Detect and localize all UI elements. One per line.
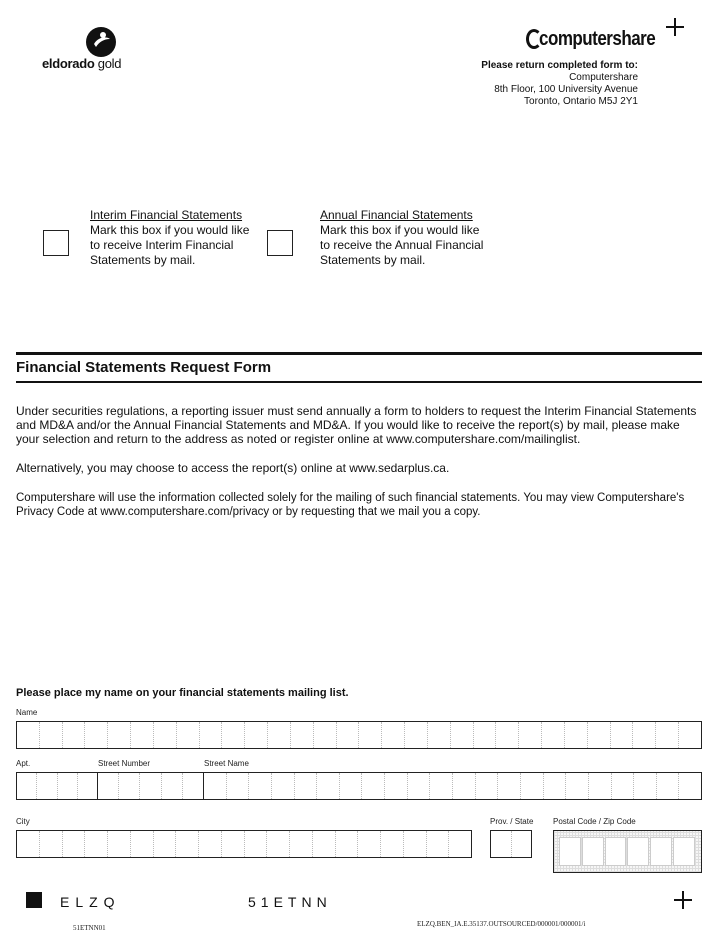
return-line: Toronto, Ontario M5J 2Y1 [524,96,638,107]
street-name-field[interactable] [203,772,702,800]
prov-label: Prov. / State [490,817,534,826]
eldorado-logo-icon [86,27,116,57]
return-line: Computershare [569,72,638,83]
intro-paragraph: Under securities regulations, a reporting issuer must send annually a form to holders to request the Interim Financial Statements and MD&A and/or the Annual Financial Statements and MD&A. If you would like to receive the report(s) by mail, please make your selection and return to the address as noted or register online at www.computershare.com/mailinglist. [16,404,697,446]
alternative-paragraph: Alternatively, you may choose to access the report(s) online at www.sedarplus.ca. [16,461,450,475]
name-field[interactable] [16,721,702,749]
form-title: Financial Statements Request Form [16,359,272,376]
computershare-logo: computershare [526,28,676,51]
return-line: 8th Floor, 100 University Avenue [494,84,638,95]
form-code-small: 51ETNN01 [73,924,106,932]
city-label: City [16,817,30,826]
registration-mark-icon [666,18,684,36]
name-label: Name [16,708,38,717]
apt-field[interactable] [16,772,98,800]
street-number-label: Street Number [98,759,151,768]
interim-statements-title: Interim Financial Statements [90,208,243,222]
return-address [481,60,638,108]
eldorado-logo-text: eldorado gold [42,56,122,71]
title-rule-top [16,352,702,355]
annual-statements-checkbox[interactable] [267,230,293,256]
job-reference: ELZQ.BEN_IA.E.35137.OUTSOURCED/000001/000001/i [417,920,586,928]
scan-marker [26,892,42,908]
city-field[interactable] [16,830,472,858]
annual-statements-title: Annual Financial Statements [320,208,473,222]
interim-statements-desc: Mark this box if you would like to receive Interim Financial Statements by mail. [90,223,250,267]
return-heading: Please return completed form to: [481,60,638,71]
street-number-field[interactable] [97,772,204,800]
mailing-instruction: Please place my name on your financial statements mailing list. [16,687,349,699]
street-name-label: Street Name [204,759,249,768]
postal-code-field[interactable] [553,830,702,873]
registration-mark-icon [674,891,692,909]
annual-statements-desc: Mark this box if you would like to receive the Annual Financial Statements by mail. [320,223,484,267]
prov-field[interactable] [490,830,532,858]
apt-label: Apt. [16,759,31,768]
form-code-left: ELZQ [60,894,121,910]
interim-statements-checkbox[interactable] [43,230,69,256]
form-code-mid: 51ETNN [248,894,332,910]
title-rule-bottom [16,381,702,383]
eldorado-logo-mark [86,27,116,57]
postal-label: Postal Code / Zip Code [553,817,636,826]
privacy-paragraph: Computershare will use the information collected solely for the mailing of such financial statements. You may view Computershare's Privacy Code at www.computershare.com/privacy or by requesting that we mail you a copy. [16,492,685,518]
